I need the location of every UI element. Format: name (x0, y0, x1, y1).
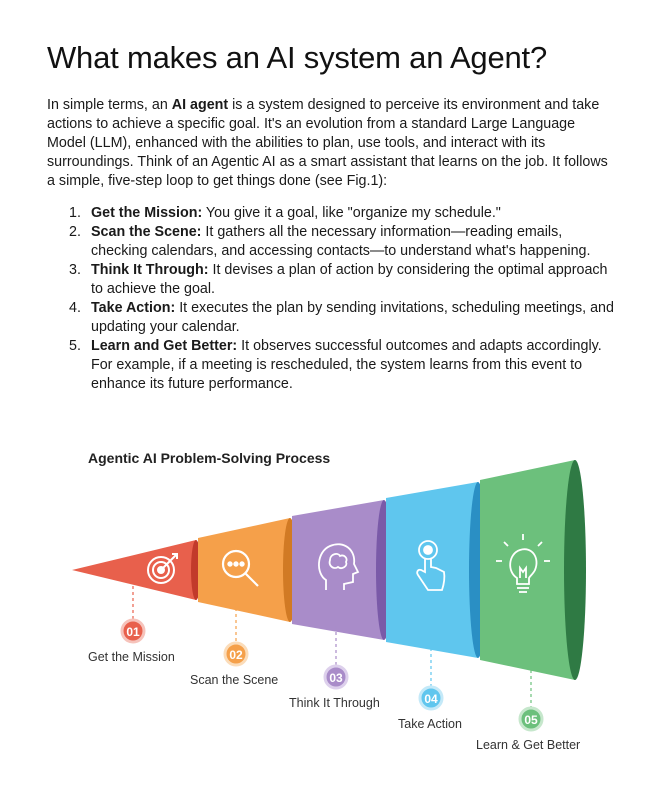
intro-paragraph: In simple terms, an AI agent is a system designed to perceive its environment and take actions to achieve a specific goal. It's an evolution from a standard Large Language Model (LLM), enhanced with the abilities to plan, use tools, and interact with its surroundings. Think of an Agentic AI as a smart assistant that learns on the job. It follows a simple, five-step loop to get things done (see Fig.1): (47, 97, 608, 189)
list-item: 3. Think It Through: It devises a plan of action by considering the optimal approach to achieve the goal. (69, 262, 608, 297)
stage-label-5: Learn & Get Better (476, 738, 581, 752)
list-item: 4. Take Action: It executes the plan by sending invitations, scheduling meetings, and updating your calendar. (69, 300, 614, 335)
funnel-segment-4 (386, 482, 487, 658)
funnel-segment-2 (198, 518, 297, 622)
list-item: 5. Learn and Get Better: It observes successful outcomes and adapts accordingly. For example, if a meeting is rescheduled, the system learns from this event to enhance its future performance. (69, 338, 602, 392)
intro-bold-term: AI agent (171, 97, 229, 113)
figure-title: Agentic AI Problem-Solving Process (88, 450, 331, 466)
stage-label-4: Take Action (398, 717, 462, 731)
list-item: 2. Scan the Scene: It gathers all the necessary information—reading emails, checking calendars, and accessing contacts—to understand what's happening. (69, 224, 591, 259)
steps-list (47, 204, 617, 394)
svg-text:04: 04 (424, 692, 438, 706)
step-badge-05 (520, 708, 542, 730)
funnel-segment-1 (72, 540, 201, 600)
stage-label-3: Think It Through (289, 696, 380, 710)
stage-label-2: Scan the Scene (190, 673, 279, 687)
page-title: What makes an AI system an Agent? (47, 40, 547, 75)
step-badge-02 (225, 643, 247, 665)
stage-label-1: Get the Mission (88, 650, 175, 664)
step-badge-03 (325, 666, 347, 688)
svg-text:02: 02 (229, 648, 243, 662)
svg-text:01: 01 (126, 625, 140, 639)
process-figure (0, 440, 654, 802)
list-item: 1. Get the Mission: You give it a goal, like "organize my schedule." (69, 205, 501, 221)
funnel-segment-3 (292, 500, 392, 640)
funnel-segment-5 (480, 460, 586, 680)
svg-text:03: 03 (329, 671, 343, 685)
step-badge-04 (420, 687, 442, 709)
step-badge-01 (122, 620, 144, 642)
svg-text:05: 05 (524, 713, 538, 727)
